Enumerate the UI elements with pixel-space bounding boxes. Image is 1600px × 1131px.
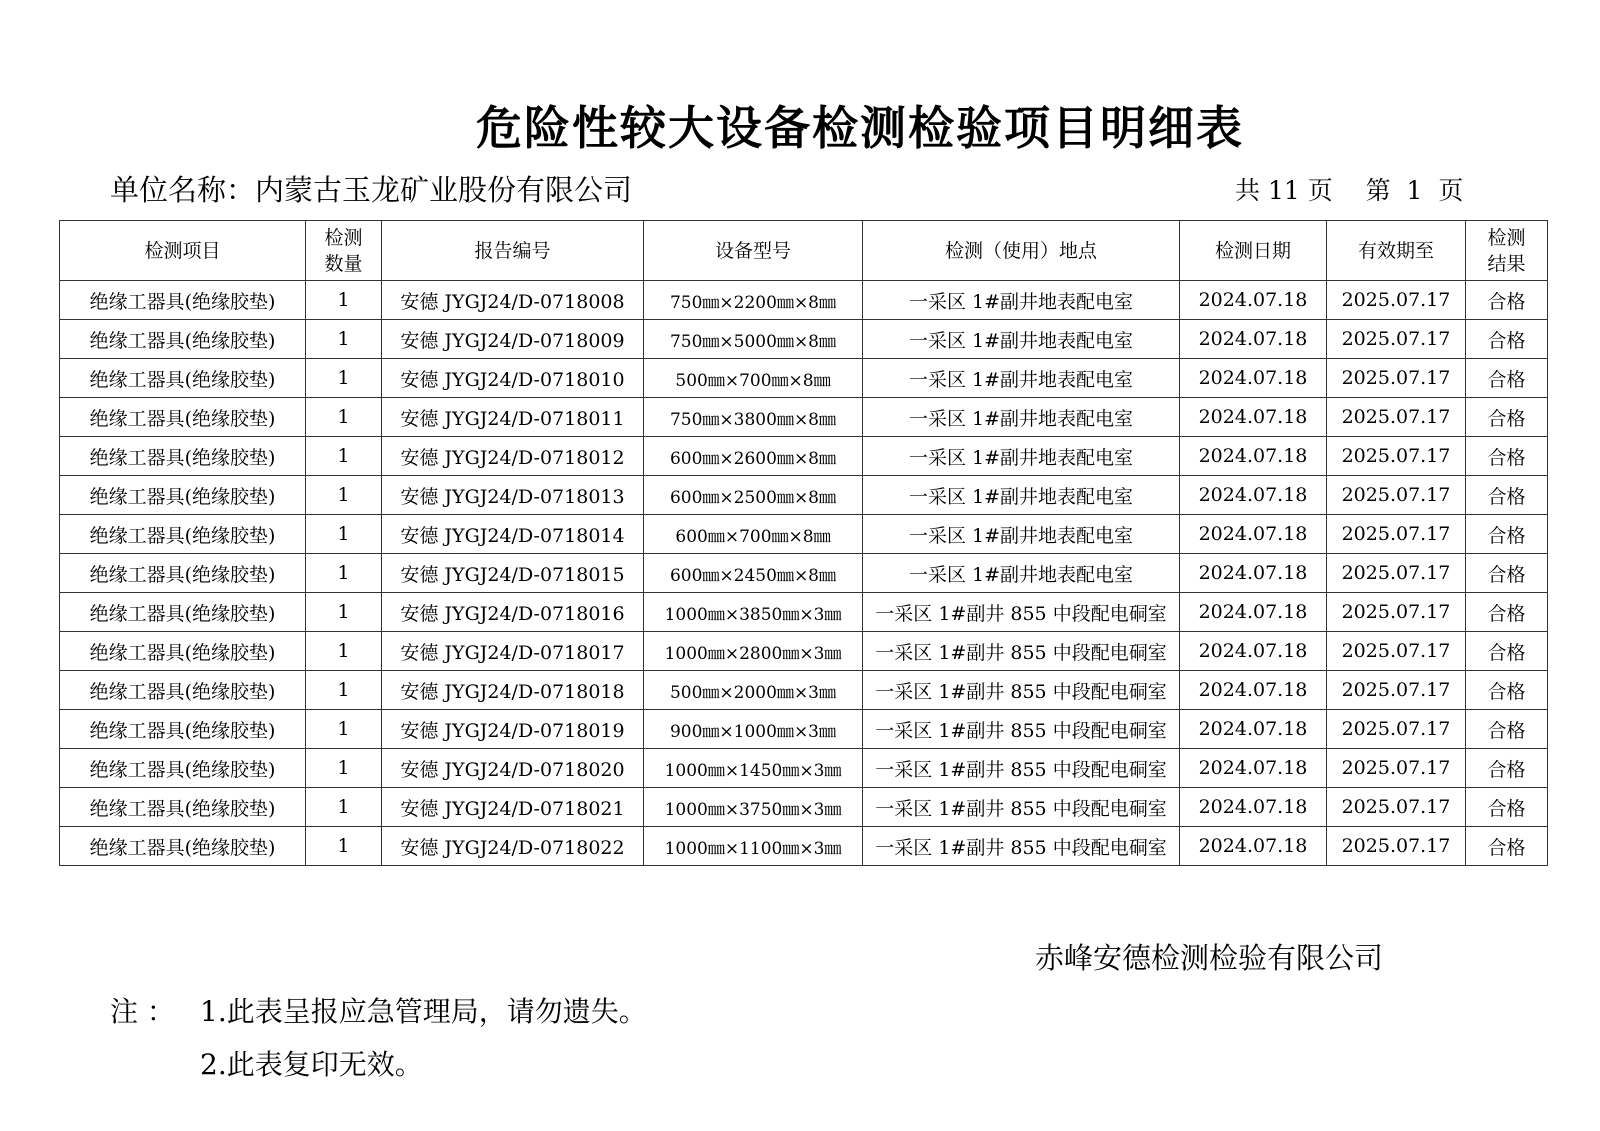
cell-model: 750㎜×3800㎜×8㎜ bbox=[644, 398, 863, 437]
cell-result: 合格 bbox=[1466, 320, 1548, 359]
cell-valid-until: 2025.07.17 bbox=[1327, 632, 1466, 671]
page-counter: 共 11 页 第 1 页 bbox=[1235, 176, 1464, 205]
cell-result: 合格 bbox=[1466, 281, 1548, 320]
header-report-no: 报告编号 bbox=[382, 221, 644, 281]
cell-item: 绝缘工器具(绝缘胶垫) bbox=[60, 437, 306, 476]
cell-location: 一采区 1#副井地表配电室 bbox=[863, 359, 1180, 398]
cell-report-no: 安德 JYGJ24/D-0718013 bbox=[382, 476, 644, 515]
cell-model: 500㎜×700㎜×8㎜ bbox=[644, 359, 863, 398]
cell-report-no: 安德 JYGJ24/D-0718020 bbox=[382, 749, 644, 788]
cell-report-no: 安德 JYGJ24/D-0718022 bbox=[382, 827, 644, 866]
cell-item: 绝缘工器具(绝缘胶垫) bbox=[60, 398, 306, 437]
cell-test-date: 2024.07.18 bbox=[1180, 515, 1327, 554]
header-result bbox=[1466, 221, 1548, 281]
cell-test-date: 2024.07.18 bbox=[1180, 671, 1327, 710]
cell-valid-until: 2025.07.17 bbox=[1327, 554, 1466, 593]
cell-model: 750㎜×5000㎜×8㎜ bbox=[644, 320, 863, 359]
cell-location: 一采区 1#副井地表配电室 bbox=[863, 320, 1180, 359]
table-row bbox=[60, 359, 1548, 398]
cell-result: 合格 bbox=[1466, 437, 1548, 476]
table-row bbox=[60, 320, 1548, 359]
cell-report-no: 安德 JYGJ24/D-0718017 bbox=[382, 632, 644, 671]
cell-result: 合格 bbox=[1466, 710, 1548, 749]
table-row bbox=[60, 554, 1548, 593]
table-row bbox=[60, 632, 1548, 671]
cell-result: 合格 bbox=[1466, 788, 1548, 827]
cell-result: 合格 bbox=[1466, 671, 1548, 710]
cell-item: 绝缘工器具(绝缘胶垫) bbox=[60, 359, 306, 398]
cell-valid-until: 2025.07.17 bbox=[1327, 281, 1466, 320]
cell-model: 1000㎜×1450㎜×3㎜ bbox=[644, 749, 863, 788]
cell-report-no: 安德 JYGJ24/D-0718016 bbox=[382, 593, 644, 632]
cell-model: 900㎜×1000㎜×3㎜ bbox=[644, 710, 863, 749]
cell-location: 一采区 1#副井 855 中段配电硐室 bbox=[863, 710, 1180, 749]
table-row bbox=[60, 788, 1548, 827]
table-row bbox=[60, 710, 1548, 749]
table-row bbox=[60, 515, 1548, 554]
table-row bbox=[60, 398, 1548, 437]
cell-quantity: 1 bbox=[306, 320, 382, 359]
cell-item: 绝缘工器具(绝缘胶垫) bbox=[60, 476, 306, 515]
cell-location: 一采区 1#副井 855 中段配电硐室 bbox=[863, 671, 1180, 710]
table-row bbox=[60, 671, 1548, 710]
cell-model: 1000㎜×2800㎜×3㎜ bbox=[644, 632, 863, 671]
table-row bbox=[60, 827, 1548, 866]
table-row bbox=[60, 593, 1548, 632]
cell-valid-until: 2025.07.17 bbox=[1327, 827, 1466, 866]
cell-valid-until: 2025.07.17 bbox=[1327, 671, 1466, 710]
cell-model: 600㎜×700㎜×8㎜ bbox=[644, 515, 863, 554]
cell-valid-until: 2025.07.17 bbox=[1327, 359, 1466, 398]
cell-model: 750㎜×2200㎜×8㎜ bbox=[644, 281, 863, 320]
cell-location: 一采区 1#副井地表配电室 bbox=[863, 554, 1180, 593]
cell-model: 600㎜×2450㎜×8㎜ bbox=[644, 554, 863, 593]
cell-test-date: 2024.07.18 bbox=[1180, 632, 1327, 671]
cell-quantity: 1 bbox=[306, 593, 382, 632]
cell-quantity: 1 bbox=[306, 749, 382, 788]
document-title: 危险性较大设备检测检验项目明细表 bbox=[476, 101, 1244, 155]
cell-quantity: 1 bbox=[306, 359, 382, 398]
unit-name: 单位名称：内蒙古玉龙矿业股份有限公司 bbox=[110, 173, 633, 207]
cell-test-date: 2024.07.18 bbox=[1180, 320, 1327, 359]
cell-test-date: 2024.07.18 bbox=[1180, 554, 1327, 593]
header-quantity bbox=[306, 221, 382, 281]
cell-valid-until: 2025.07.17 bbox=[1327, 476, 1466, 515]
cell-valid-until: 2025.07.17 bbox=[1327, 320, 1466, 359]
cell-test-date: 2024.07.18 bbox=[1180, 593, 1327, 632]
cell-quantity: 1 bbox=[306, 476, 382, 515]
cell-result: 合格 bbox=[1466, 749, 1548, 788]
header-item: 检测项目 bbox=[60, 221, 306, 281]
cell-report-no: 安德 JYGJ24/D-0718018 bbox=[382, 671, 644, 710]
cell-quantity: 1 bbox=[306, 437, 382, 476]
cell-test-date: 2024.07.18 bbox=[1180, 710, 1327, 749]
cell-location: 一采区 1#副井地表配电室 bbox=[863, 437, 1180, 476]
cell-result: 合格 bbox=[1466, 515, 1548, 554]
header-test-date: 检测日期 bbox=[1180, 221, 1327, 281]
inspection-table bbox=[59, 220, 1548, 866]
cell-valid-until: 2025.07.17 bbox=[1327, 515, 1466, 554]
cell-report-no: 安德 JYGJ24/D-0718019 bbox=[382, 710, 644, 749]
cell-result: 合格 bbox=[1466, 593, 1548, 632]
header-model: 设备型号 bbox=[644, 221, 863, 281]
cell-model: 1000㎜×3850㎜×3㎜ bbox=[644, 593, 863, 632]
cell-quantity: 1 bbox=[306, 827, 382, 866]
cell-quantity: 1 bbox=[306, 398, 382, 437]
cell-item: 绝缘工器具(绝缘胶垫) bbox=[60, 554, 306, 593]
cell-valid-until: 2025.07.17 bbox=[1327, 710, 1466, 749]
cell-quantity: 1 bbox=[306, 632, 382, 671]
cell-item: 绝缘工器具(绝缘胶垫) bbox=[60, 788, 306, 827]
cell-report-no: 安德 JYGJ24/D-0718012 bbox=[382, 437, 644, 476]
cell-location: 一采区 1#副井 855 中段配电硐室 bbox=[863, 593, 1180, 632]
cell-report-no: 安德 JYGJ24/D-0718008 bbox=[382, 281, 644, 320]
cell-location: 一采区 1#副井地表配电室 bbox=[863, 476, 1180, 515]
cell-location: 一采区 1#副井地表配电室 bbox=[863, 515, 1180, 554]
cell-quantity: 1 bbox=[306, 281, 382, 320]
cell-item: 绝缘工器具(绝缘胶垫) bbox=[60, 632, 306, 671]
cell-report-no: 安德 JYGJ24/D-0718014 bbox=[382, 515, 644, 554]
header-quantity-text: 检测 数量 bbox=[324, 226, 363, 275]
cell-test-date: 2024.07.18 bbox=[1180, 398, 1327, 437]
note-item-1: 1.此表呈报应急管理局，请勿遗失。 bbox=[200, 995, 647, 1028]
cell-quantity: 1 bbox=[306, 710, 382, 749]
header-result-text: 检测 结果 bbox=[1487, 226, 1526, 275]
cell-model: 600㎜×2600㎜×8㎜ bbox=[644, 437, 863, 476]
table-row bbox=[60, 437, 1548, 476]
cell-report-no: 安德 JYGJ24/D-0718015 bbox=[382, 554, 644, 593]
cell-item: 绝缘工器具(绝缘胶垫) bbox=[60, 281, 306, 320]
cell-test-date: 2024.07.18 bbox=[1180, 281, 1327, 320]
table-header-row bbox=[60, 221, 1548, 281]
header-valid-until: 有效期至 bbox=[1327, 221, 1466, 281]
cell-location: 一采区 1#副井地表配电室 bbox=[863, 281, 1180, 320]
cell-test-date: 2024.07.18 bbox=[1180, 827, 1327, 866]
cell-quantity: 1 bbox=[306, 788, 382, 827]
cell-test-date: 2024.07.18 bbox=[1180, 359, 1327, 398]
cell-item: 绝缘工器具(绝缘胶垫) bbox=[60, 827, 306, 866]
cell-result: 合格 bbox=[1466, 476, 1548, 515]
cell-result: 合格 bbox=[1466, 398, 1548, 437]
cell-quantity: 1 bbox=[306, 554, 382, 593]
cell-quantity: 1 bbox=[306, 671, 382, 710]
table-row bbox=[60, 476, 1548, 515]
cell-valid-until: 2025.07.17 bbox=[1327, 749, 1466, 788]
table-row bbox=[60, 281, 1548, 320]
note-label: 注 ： bbox=[110, 995, 175, 1028]
cell-test-date: 2024.07.18 bbox=[1180, 476, 1327, 515]
cell-report-no: 安德 JYGJ24/D-0718011 bbox=[382, 398, 644, 437]
cell-item: 绝缘工器具(绝缘胶垫) bbox=[60, 320, 306, 359]
cell-result: 合格 bbox=[1466, 554, 1548, 593]
cell-model: 1000㎜×3750㎜×3㎜ bbox=[644, 788, 863, 827]
cell-location: 一采区 1#副井 855 中段配电硐室 bbox=[863, 788, 1180, 827]
cell-result: 合格 bbox=[1466, 827, 1548, 866]
cell-test-date: 2024.07.18 bbox=[1180, 788, 1327, 827]
cell-location: 一采区 1#副井地表配电室 bbox=[863, 398, 1180, 437]
cell-report-no: 安德 JYGJ24/D-0718021 bbox=[382, 788, 644, 827]
cell-valid-until: 2025.07.17 bbox=[1327, 788, 1466, 827]
header-location: 检测（使用）地点 bbox=[863, 221, 1180, 281]
cell-model: 600㎜×2500㎜×8㎜ bbox=[644, 476, 863, 515]
cell-location: 一采区 1#副井 855 中段配电硐室 bbox=[863, 632, 1180, 671]
cell-item: 绝缘工器具(绝缘胶垫) bbox=[60, 710, 306, 749]
cell-location: 一采区 1#副井 855 中段配电硐室 bbox=[863, 827, 1180, 866]
cell-item: 绝缘工器具(绝缘胶垫) bbox=[60, 671, 306, 710]
cell-test-date: 2024.07.18 bbox=[1180, 749, 1327, 788]
cell-item: 绝缘工器具(绝缘胶垫) bbox=[60, 593, 306, 632]
cell-result: 合格 bbox=[1466, 359, 1548, 398]
issuing-company: 赤峰安德检测检验有限公司 bbox=[1035, 941, 1384, 975]
cell-valid-until: 2025.07.17 bbox=[1327, 398, 1466, 437]
note-item-2: 2.此表复印无效。 bbox=[200, 1048, 423, 1081]
cell-quantity: 1 bbox=[306, 515, 382, 554]
cell-valid-until: 2025.07.17 bbox=[1327, 437, 1466, 476]
cell-report-no: 安德 JYGJ24/D-0718010 bbox=[382, 359, 644, 398]
cell-valid-until: 2025.07.17 bbox=[1327, 593, 1466, 632]
cell-test-date: 2024.07.18 bbox=[1180, 437, 1327, 476]
cell-result: 合格 bbox=[1466, 632, 1548, 671]
cell-item: 绝缘工器具(绝缘胶垫) bbox=[60, 749, 306, 788]
cell-item: 绝缘工器具(绝缘胶垫) bbox=[60, 515, 306, 554]
table-row bbox=[60, 749, 1548, 788]
cell-location: 一采区 1#副井 855 中段配电硐室 bbox=[863, 749, 1180, 788]
cell-model: 500㎜×2000㎜×3㎜ bbox=[644, 671, 863, 710]
cell-model: 1000㎜×1100㎜×3㎜ bbox=[644, 827, 863, 866]
table-body bbox=[60, 281, 1548, 866]
cell-report-no: 安德 JYGJ24/D-0718009 bbox=[382, 320, 644, 359]
